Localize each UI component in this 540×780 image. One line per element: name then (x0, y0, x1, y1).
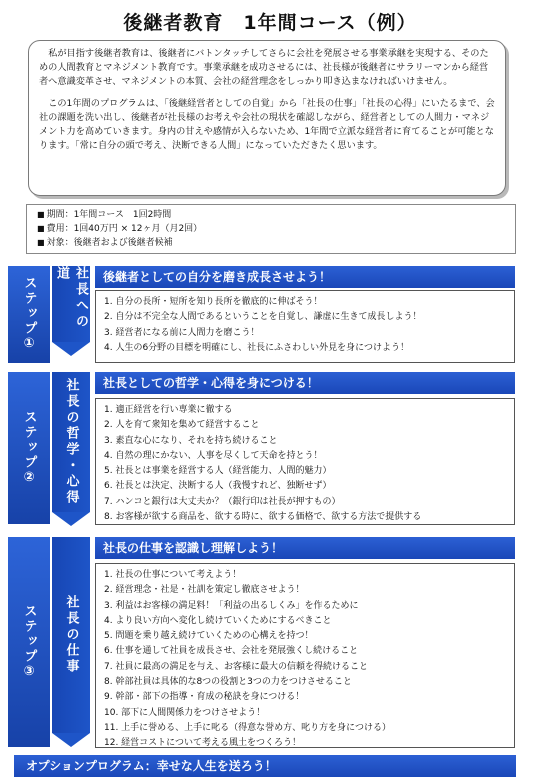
list-item: 7. ハンコと銀行は大丈夫か？（銀行印は社長が押すもの） (104, 496, 341, 507)
intro-box (28, 40, 506, 196)
list-item: 5. 問題を乗り越え続けていくための心構えを持つ！ (104, 631, 314, 642)
list-item: 7. 社員に最高の満足を与え、お客様に最大の信頼を得続けること (104, 661, 368, 672)
list-item: 1. 社長の仕事について考えよう！ (104, 570, 242, 580)
step-3-label: ステップ③ (8, 537, 50, 747)
step-2-sub-label: 社長の哲学・心得 (52, 372, 90, 512)
list-item: 8. お客様が欲する商品を、欲する時に、欲する価格で、欲する方法で提供する (104, 512, 422, 523)
step-1-sub-label: 社長への道 (52, 266, 90, 342)
list-item: 9. 幹部・部下の指導・育成の秘訣を身につける！ (104, 692, 305, 703)
step-2-header: 社長としての哲学・心得を身につける！ (95, 372, 515, 394)
step-1-list (95, 290, 515, 363)
list-item: 1. 自分の長所・短所を知り長所を徹底的に伸ばそう！ (104, 297, 323, 307)
list-item: 6. 仕事を通して社員を成長させ、会社を発展強くし続けること (104, 646, 359, 657)
course-info-box (26, 204, 516, 254)
list-item: 3. 素直な心になり、それを持ち続けること (104, 435, 278, 446)
step-2-list (95, 398, 515, 525)
step-1-label: ステップ① (8, 266, 50, 363)
step-3-sub-label: 社長の仕事 (52, 537, 90, 733)
info-fee: ■ 費用：1回40万円 × 12ヶ月（月2回） (37, 222, 505, 236)
list-item: 2. 経営理念・社是・社訓を策定し徹底させよう！ (104, 585, 305, 596)
list-item: 5. 社長とは事業を経営する人（経営能力、人間的魅力） (104, 466, 332, 477)
info-period: ■ 期間：1年間コース 1回2時間 (37, 208, 505, 222)
step-1-header: 後継者としての自分を磨き成長させよう！ (95, 266, 515, 288)
option-program-bar: オプションプログラム：幸せな人生を送ろう！ (14, 755, 516, 777)
list-item: 6. 社長とは決定、決断する人（我慢すれど、独断せず） (104, 481, 332, 492)
list-item: 10. 部下に人間関係力をつけさせよう！ (104, 707, 266, 718)
step-3-header: 社長の仕事を認識し理解しよう！ (95, 537, 515, 559)
intro-paragraph-2: この1年間のプログラムは、「後継経営者としての自覚」から「社長の仕事」「社長の心得」にいたるまで、会社の課題を洗い出し、後継者が社長様のお考えや会社の現状を確認しながら、経営者としての人間力・マネジメント力を高めていきます。身内の甘えや感情が入らないため、1年間で立派な経営者に育てることが可能となります。「常に自分の頭で考え、決断できる人間」になっていただきたく思います。 (39, 98, 495, 151)
page-title: 後継者教育 1年間コース（例） (123, 12, 417, 34)
list-item: 3. 利益はお客様の満足料！「利益の出るしくみ」を作るために (104, 600, 359, 611)
list-item: 12. 経営コストについて考える風土をつくろう！ (104, 738, 301, 749)
intro-paragraph-1: 私が目指す後継者教育は、後継者にバトンタッチしてさらに会社を発展させる事業承継を実現する、そのための人間教育とマネジメント教育です。事業承継を成功させるには、社長様が後継者にサラリーマンから経営者へ意識変革させ、マネジメントの本質、会社の経営理念をしっかり叩き込まなければいけません。 (39, 48, 489, 87)
list-item: 4. 人生の6分野の目標を明確にし、社長にふさわしい外見を身につけよう！ (104, 342, 409, 353)
list-item: 8. 幹部社員は具体的な8つの役割と3つの力をつけさせること (104, 677, 352, 688)
list-item: 4. より良い方向へ変化し続けていくためにするべきこと (104, 615, 332, 626)
list-item: 2. 人を育て衆知を集めて経営すること (104, 420, 260, 431)
list-item: 11. 上手に誉める、上手に叱る（得意な誉め方、叱り方を身につける） (104, 722, 391, 733)
list-item: 3. 経営者になる前に人間力を磨こう！ (104, 327, 260, 338)
info-target: ■ 対象：後継者および後継者候補 (37, 236, 505, 250)
step-3-list (95, 563, 515, 748)
step-2-label: ステップ② (8, 372, 50, 524)
list-item: 2. 自分は不完全な人間であるということを自覚し、謙虚に生きて成長しよう！ (104, 312, 422, 323)
list-item: 4. 自然の理にかない、人事を尽くして天命を持とう！ (104, 450, 323, 461)
list-item: 1. 適正経営を行い専業に徹する (104, 405, 233, 415)
